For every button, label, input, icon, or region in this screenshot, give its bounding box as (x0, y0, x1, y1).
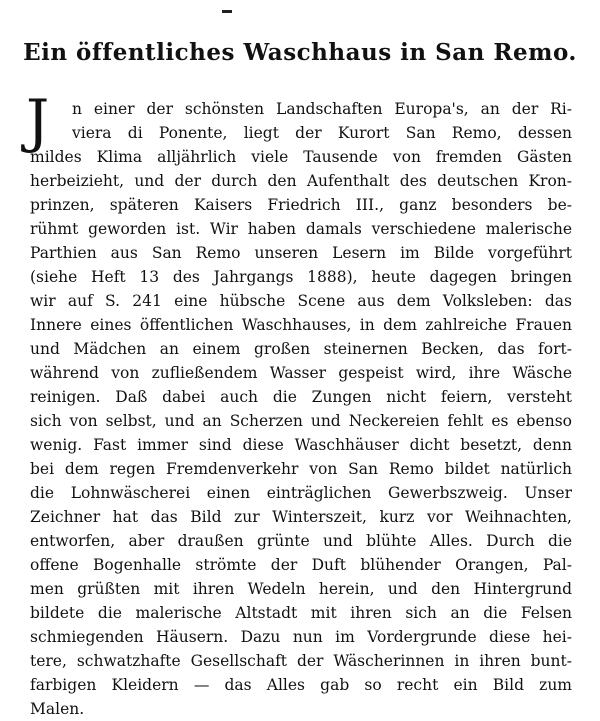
text-line: herbeizieht, und der durch den Aufenthalt des deutschen Kron- (30, 172, 572, 190)
text-line: Innere eines öffentlichen Waschhauses, in dem zahlreiche Frauen (30, 316, 572, 334)
printer-mark (222, 10, 232, 13)
text-line: offene Bogenhalle strömte der Duft blühender Orangen, Pal- (30, 556, 572, 574)
text-line: tere, schwatzhafte Gesellschaft der Wäscherinnen in ihren bunt- (30, 652, 572, 670)
text-line: rühmt geworden ist. Wir haben damals verschiedene malerische (30, 220, 572, 238)
text-line: bildete die malerische Altstadt mit ihren sich an die Felsen (30, 604, 572, 622)
text-line: reinigen. Daß dabei auch die Zungen nicht feiern, versteht (30, 388, 572, 406)
text-line: bei dem regen Fremdenverkehr von San Remo bildet natürlich (30, 460, 572, 478)
text-line: schmiegenden Häusern. Dazu nun im Vordergrunde diese hei- (30, 628, 572, 646)
text-line: Zeichner hat das Bild zur Winterszeit, kurz vor Weihnachten, (30, 508, 572, 526)
text-line: prinzen, späteren Kaisers Friedrich III., ganz besonders be- (30, 196, 572, 214)
text-line: (siehe Heft 13 des Jahrgangs 1888), heute dagegen bringen (30, 268, 572, 286)
text-line: während von zufließendem Wasser gespeist wird, ihre Wäsche (30, 364, 572, 382)
drop-cap-initial: J (26, 87, 50, 155)
text-line: farbigen Kleidern — das Alles gab so recht ein Bild zum (30, 676, 572, 694)
text-line: Parthien aus San Remo unseren Lesern im Bilde vorgeführt (30, 244, 572, 262)
text-line: sich von selbst, und an Scherzen und Neckereien fehlt es ebenso (30, 412, 572, 430)
text-line: wir auf S. 241 eine hübsche Scene aus dem Volksleben: das (30, 292, 572, 310)
article-title: Ein öffentliches Waschhaus in San Remo. (23, 39, 577, 66)
text-line: wenig. Fast immer sind diese Waschhäuser dicht besetzt, denn (30, 436, 572, 454)
text-line: men grüßten mit ihren Wedeln herein, und den Hintergrund (30, 580, 572, 598)
text-line: n einer der schönsten Landschaften Europa's, an der Ri- (72, 100, 572, 118)
text-line: viera di Ponente, liegt der Kurort San Remo, dessen (72, 124, 572, 142)
text-line: die Lohnwäscherei einen einträglichen Gewerbszweig. Unser (30, 484, 572, 502)
text-line: entworfen, aber draußen grünte und blühte Alles. Durch die (30, 532, 572, 550)
text-line: mildes Klima alljährlich viele Tausende von fremden Gästen (30, 148, 572, 166)
text-line: und Mädchen an einem großen steinernen Becken, das fort- (30, 340, 572, 358)
text-line: Malen. (30, 700, 85, 718)
